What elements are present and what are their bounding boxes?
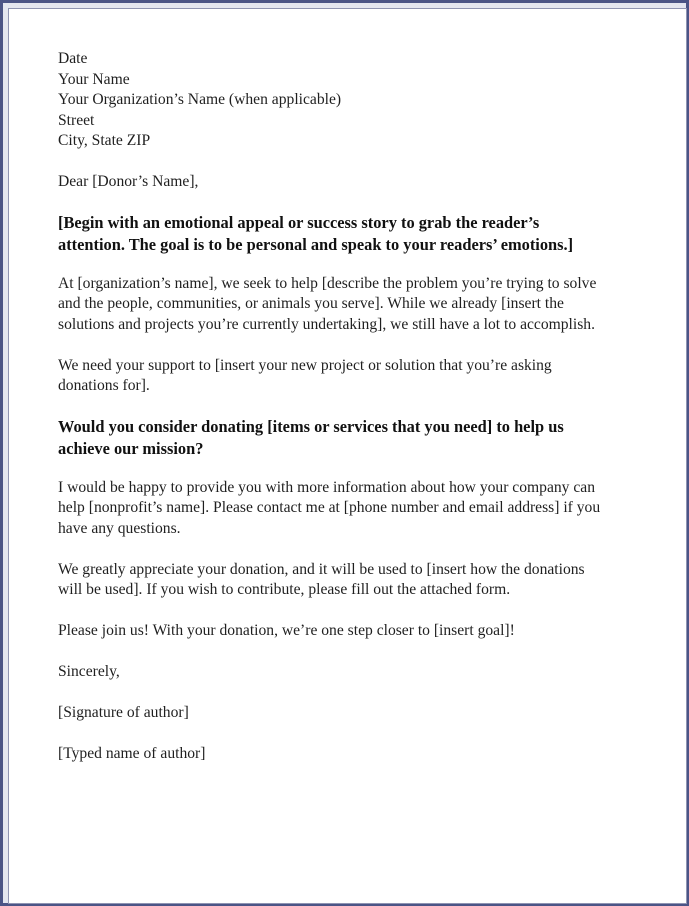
ask-bold-line-1: Would you consider donating [items or services that you need] to help us	[58, 416, 564, 436]
date-line: Date	[58, 50, 88, 67]
street-line: Street	[58, 111, 95, 129]
information-paragraph-line-2: help [nonprofit’s name]. Please contact me at [phone number and email address] if you	[58, 499, 601, 516]
signature-text: [Signature of author]	[58, 704, 189, 721]
organization-paragraph-line-2: and the people, communities, or animals you serve]. While we already [insert the	[58, 295, 564, 312]
salutation	[58, 172, 648, 193]
support-paragraph-line-1: We need your support to [insert your new project or solution that you’re asking	[58, 356, 552, 374]
sender-address-block	[58, 49, 648, 152]
intro-bold-line-1: [Begin with an emotional appeal or success story to grab the reader’s	[58, 212, 540, 232]
closing	[58, 662, 648, 683]
letter-page	[8, 8, 687, 904]
information-paragraph-line-3: have any questions.	[58, 519, 181, 537]
appreciation-paragraph	[58, 560, 648, 601]
support-paragraph-line-2: donations for].	[58, 377, 150, 394]
organization-paragraph	[58, 274, 648, 336]
appreciation-paragraph-line-1: We greatly appreciate your donation, and it will be used to [insert how the donations	[58, 560, 585, 578]
intro-bold-line-2: attention. The goal is to be personal and speak to your readers’ emotions.]	[58, 234, 574, 254]
salutation-text: Dear [Donor’s Name],	[58, 173, 199, 190]
closing-text: Sincerely,	[58, 663, 120, 680]
information-paragraph	[58, 478, 648, 540]
organization-paragraph-line-3: solutions and projects you’re currently undertaking], we still have a lot to accomplish.	[58, 315, 595, 333]
city-state-zip-line: City, State ZIP	[58, 132, 151, 149]
join-paragraph	[58, 621, 648, 642]
ask-bold-line-2: achieve our mission?	[58, 438, 204, 458]
signature-placeholder	[58, 703, 648, 724]
organization-line: Your Organization’s Name (when applicable)	[58, 91, 342, 108]
appreciation-paragraph-line-2: will be used]. If you wish to contribute, please fill out the attached form.	[58, 581, 511, 598]
typed-name-text: [Typed name of author]	[58, 745, 206, 762]
letter-body	[58, 49, 648, 765]
information-paragraph-line-1: I would be happy to provide you with more information about how your company can	[58, 478, 596, 496]
support-paragraph	[58, 356, 648, 397]
typed-name-placeholder	[58, 744, 648, 765]
organization-paragraph-line-1: At [organization’s name], we seek to help [describe the problem you’re trying to solve	[58, 274, 597, 292]
your-name-line: Your Name	[58, 70, 130, 88]
intro-bold-paragraph	[58, 212, 648, 256]
join-paragraph-text: Please join us! With your donation, we’re one step closer to [insert goal]!	[58, 622, 515, 639]
ask-bold-paragraph	[58, 416, 648, 460]
